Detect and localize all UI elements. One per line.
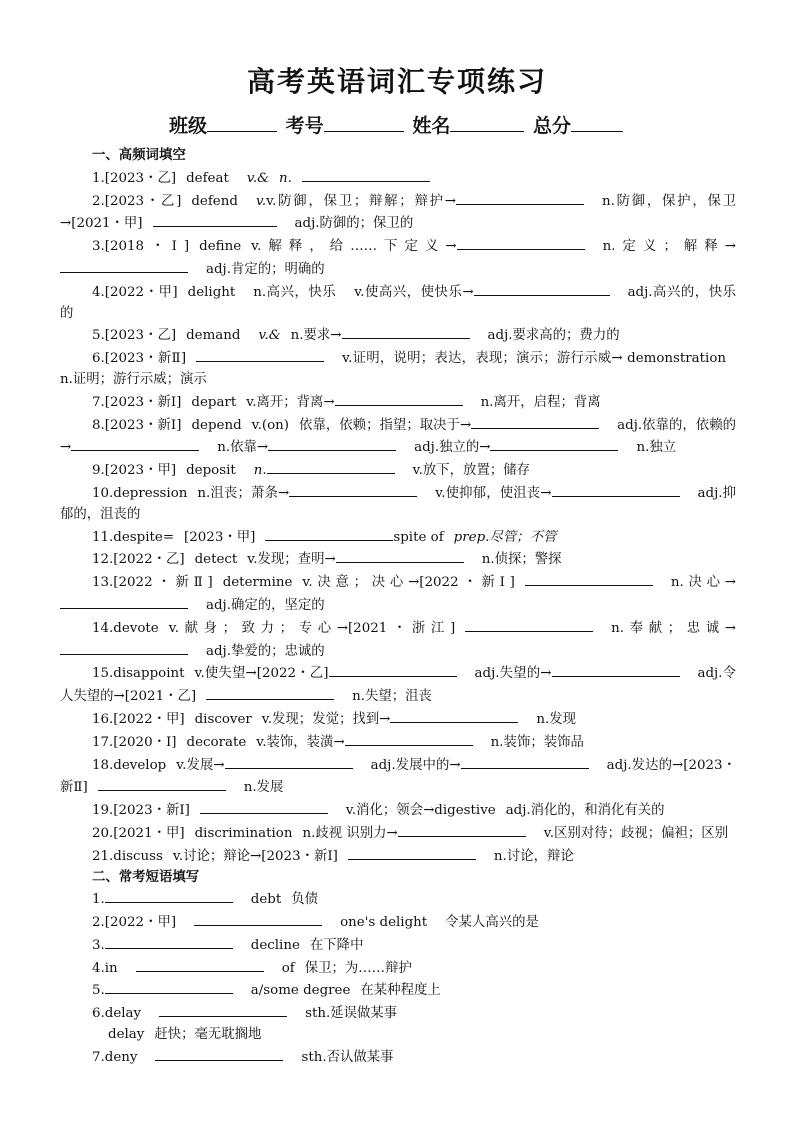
score-label: 总分	[532, 115, 571, 137]
answer-blank[interactable]	[552, 662, 680, 677]
list-item: 1. debt 负债	[60, 888, 736, 911]
list-item: 21.discuss v.讨论；辩论→[2023・新Ⅰ] n.讨论，辩论	[60, 845, 736, 868]
answer-blank[interactable]	[60, 258, 188, 273]
class-label: 班级	[169, 115, 208, 137]
answer-blank[interactable]	[196, 347, 324, 362]
answer-blank[interactable]	[525, 571, 653, 586]
answer-blank[interactable]	[552, 482, 680, 497]
answer-blank[interactable]	[225, 754, 353, 769]
list-item: 18.develop v.发展→ adj.发展中的→ adj.发达的→[2023・新Ⅱ] n.发展	[60, 754, 736, 800]
list-item: 2.[2022・甲] one's delight 令某人高兴的是	[60, 911, 736, 934]
list-item: 9.[2023・甲] deposit n. v.放下，放置；储存	[60, 459, 736, 482]
list-item: delay 赶快；毫无耽搁地	[108, 1027, 262, 1043]
list-item: 6.delay sth.延误做某事	[60, 1002, 736, 1025]
list-item: 12.[2022・乙] detect v.发现；查明→ n.侦探；警探	[60, 548, 736, 571]
answer-blank[interactable]	[329, 662, 457, 677]
answer-blank[interactable]	[456, 190, 584, 205]
answer-blank[interactable]	[71, 436, 199, 451]
list-item: 13.[2022・新Ⅱ] determine v.决意；决心→[2022・新Ⅰ] n.决心→adj.确定的，坚定的	[60, 571, 736, 617]
answer-blank[interactable]	[457, 235, 585, 250]
list-item: 17.[2020・Ⅰ] decorate v.装饰，装潢→ n.装饰；装饰品	[60, 731, 736, 754]
exam-no-label: 考号	[285, 115, 324, 137]
list-item: 10.depression n.沮丧；萧条→ v.使抑郁，使沮丧→ adj.抑郁的，沮丧的	[60, 482, 736, 526]
answer-blank[interactable]	[335, 391, 463, 406]
answer-blank[interactable]	[348, 845, 476, 860]
name-label: 姓名	[412, 115, 451, 137]
answer-blank[interactable]	[461, 754, 589, 769]
name-field[interactable]	[450, 113, 524, 132]
answer-blank[interactable]	[206, 685, 334, 700]
list-item: 15.disappoint v.使失望→[2022・乙] adj.失望的→ adj.令人失望的→[2021・乙] n.失望；沮丧	[60, 662, 736, 708]
answer-blank[interactable]	[345, 731, 473, 746]
answer-blank[interactable]	[105, 934, 233, 949]
list-item: 5.[2023・乙] demand v.& n.要求→ adj.要求高的；费力的	[60, 324, 736, 347]
answer-blank[interactable]	[194, 911, 322, 926]
list-item: 1.[2023・乙] defeat v.& n.	[60, 167, 736, 190]
answer-blank[interactable]	[267, 459, 395, 474]
list-item: 7.deny sth.否认做某事	[60, 1046, 736, 1069]
list-item: 8.[2023・新Ⅰ] depend v.(on) 依靠，依赖；指望；取决于→ adj.依靠的，依赖的→ n.依靠→ adj.独立的→ n.独立	[60, 414, 736, 460]
list-item: 5. a/some degree 在某种程度上	[60, 979, 736, 1002]
answer-blank[interactable]	[398, 822, 526, 837]
list-item: 14.devote v.献身；致力；专心→[2021・浙江] n.奉献；忠诚→adj.挚爱的；忠诚的	[60, 617, 736, 663]
answer-blank[interactable]	[336, 548, 464, 563]
answer-blank[interactable]	[60, 640, 188, 655]
answer-blank[interactable]	[342, 324, 470, 339]
list-item: 3.[2018・Ⅰ] define v.解释，给……下定义→ n.定义；解释→adj.肯定的；明确的	[60, 235, 736, 281]
list-item: 20.[2021・甲] discrimination n.歧视 识别力→ v.区别对待；歧视；偏袒；区别	[60, 822, 736, 845]
list-item: 2.[2023・乙] defend v.v.防御，保卫；辩解；辩护→ n.防御，保护，保卫→[2021・甲] adj.防御的；保卫的	[60, 190, 736, 236]
section-heading-1: 一、高频词填空	[92, 148, 186, 163]
answer-blank[interactable]	[474, 281, 610, 296]
list-item: 4.[2022・甲] delight n.高兴，快乐 v.使高兴，使快乐→ adj.高兴的，快乐的	[60, 281, 736, 325]
list-item: 3. decline 在下降中	[60, 934, 736, 957]
student-info-line	[0, 111, 794, 138]
answer-blank[interactable]	[98, 776, 226, 791]
answer-blank[interactable]	[60, 594, 188, 609]
exam-no-field[interactable]	[324, 113, 404, 132]
answer-blank[interactable]	[200, 799, 328, 814]
answer-blank[interactable]	[465, 617, 593, 632]
list-item: 11.despite= [2023・甲] spite of prep.尽管；不管	[60, 526, 736, 549]
answer-blank[interactable]	[155, 1046, 283, 1061]
section-heading-2: 二、常考短语填写	[92, 869, 200, 885]
answer-blank[interactable]	[153, 212, 277, 227]
answer-blank[interactable]	[471, 414, 599, 429]
list-item: 16.[2022・甲] discover v.发现；发觉；找到→ n.发现	[60, 708, 736, 731]
list-item: 6.[2023・新Ⅱ] v.证明，说明；表达，表现；演示；游行示威→ demonstrationn.证明；游行示威；演示	[60, 347, 736, 391]
class-field[interactable]	[207, 113, 277, 132]
answer-blank[interactable]	[159, 1002, 287, 1017]
list-item: 7.[2023・新Ⅰ] depart v.离开；背离→ n.离开，启程；背离	[60, 391, 736, 414]
answer-blank[interactable]	[268, 436, 396, 451]
list-item: 4.in of 保卫；为……辩护	[60, 957, 736, 980]
answer-blank[interactable]	[105, 888, 233, 903]
page-title: 高考英语词汇专项练习	[246, 65, 547, 98]
answer-blank[interactable]	[302, 167, 430, 182]
answer-blank[interactable]	[490, 436, 618, 451]
score-field[interactable]	[571, 113, 623, 132]
answer-blank[interactable]	[105, 979, 233, 994]
answer-blank[interactable]	[289, 482, 417, 497]
answer-blank[interactable]	[390, 708, 518, 723]
answer-blank[interactable]	[265, 526, 393, 541]
answer-blank[interactable]	[136, 957, 264, 972]
worksheet-body	[60, 146, 736, 1069]
list-item: 19.[2023・新Ⅰ] v.消化；领会→digestive adj.消化的，和消化有关的	[60, 799, 736, 822]
